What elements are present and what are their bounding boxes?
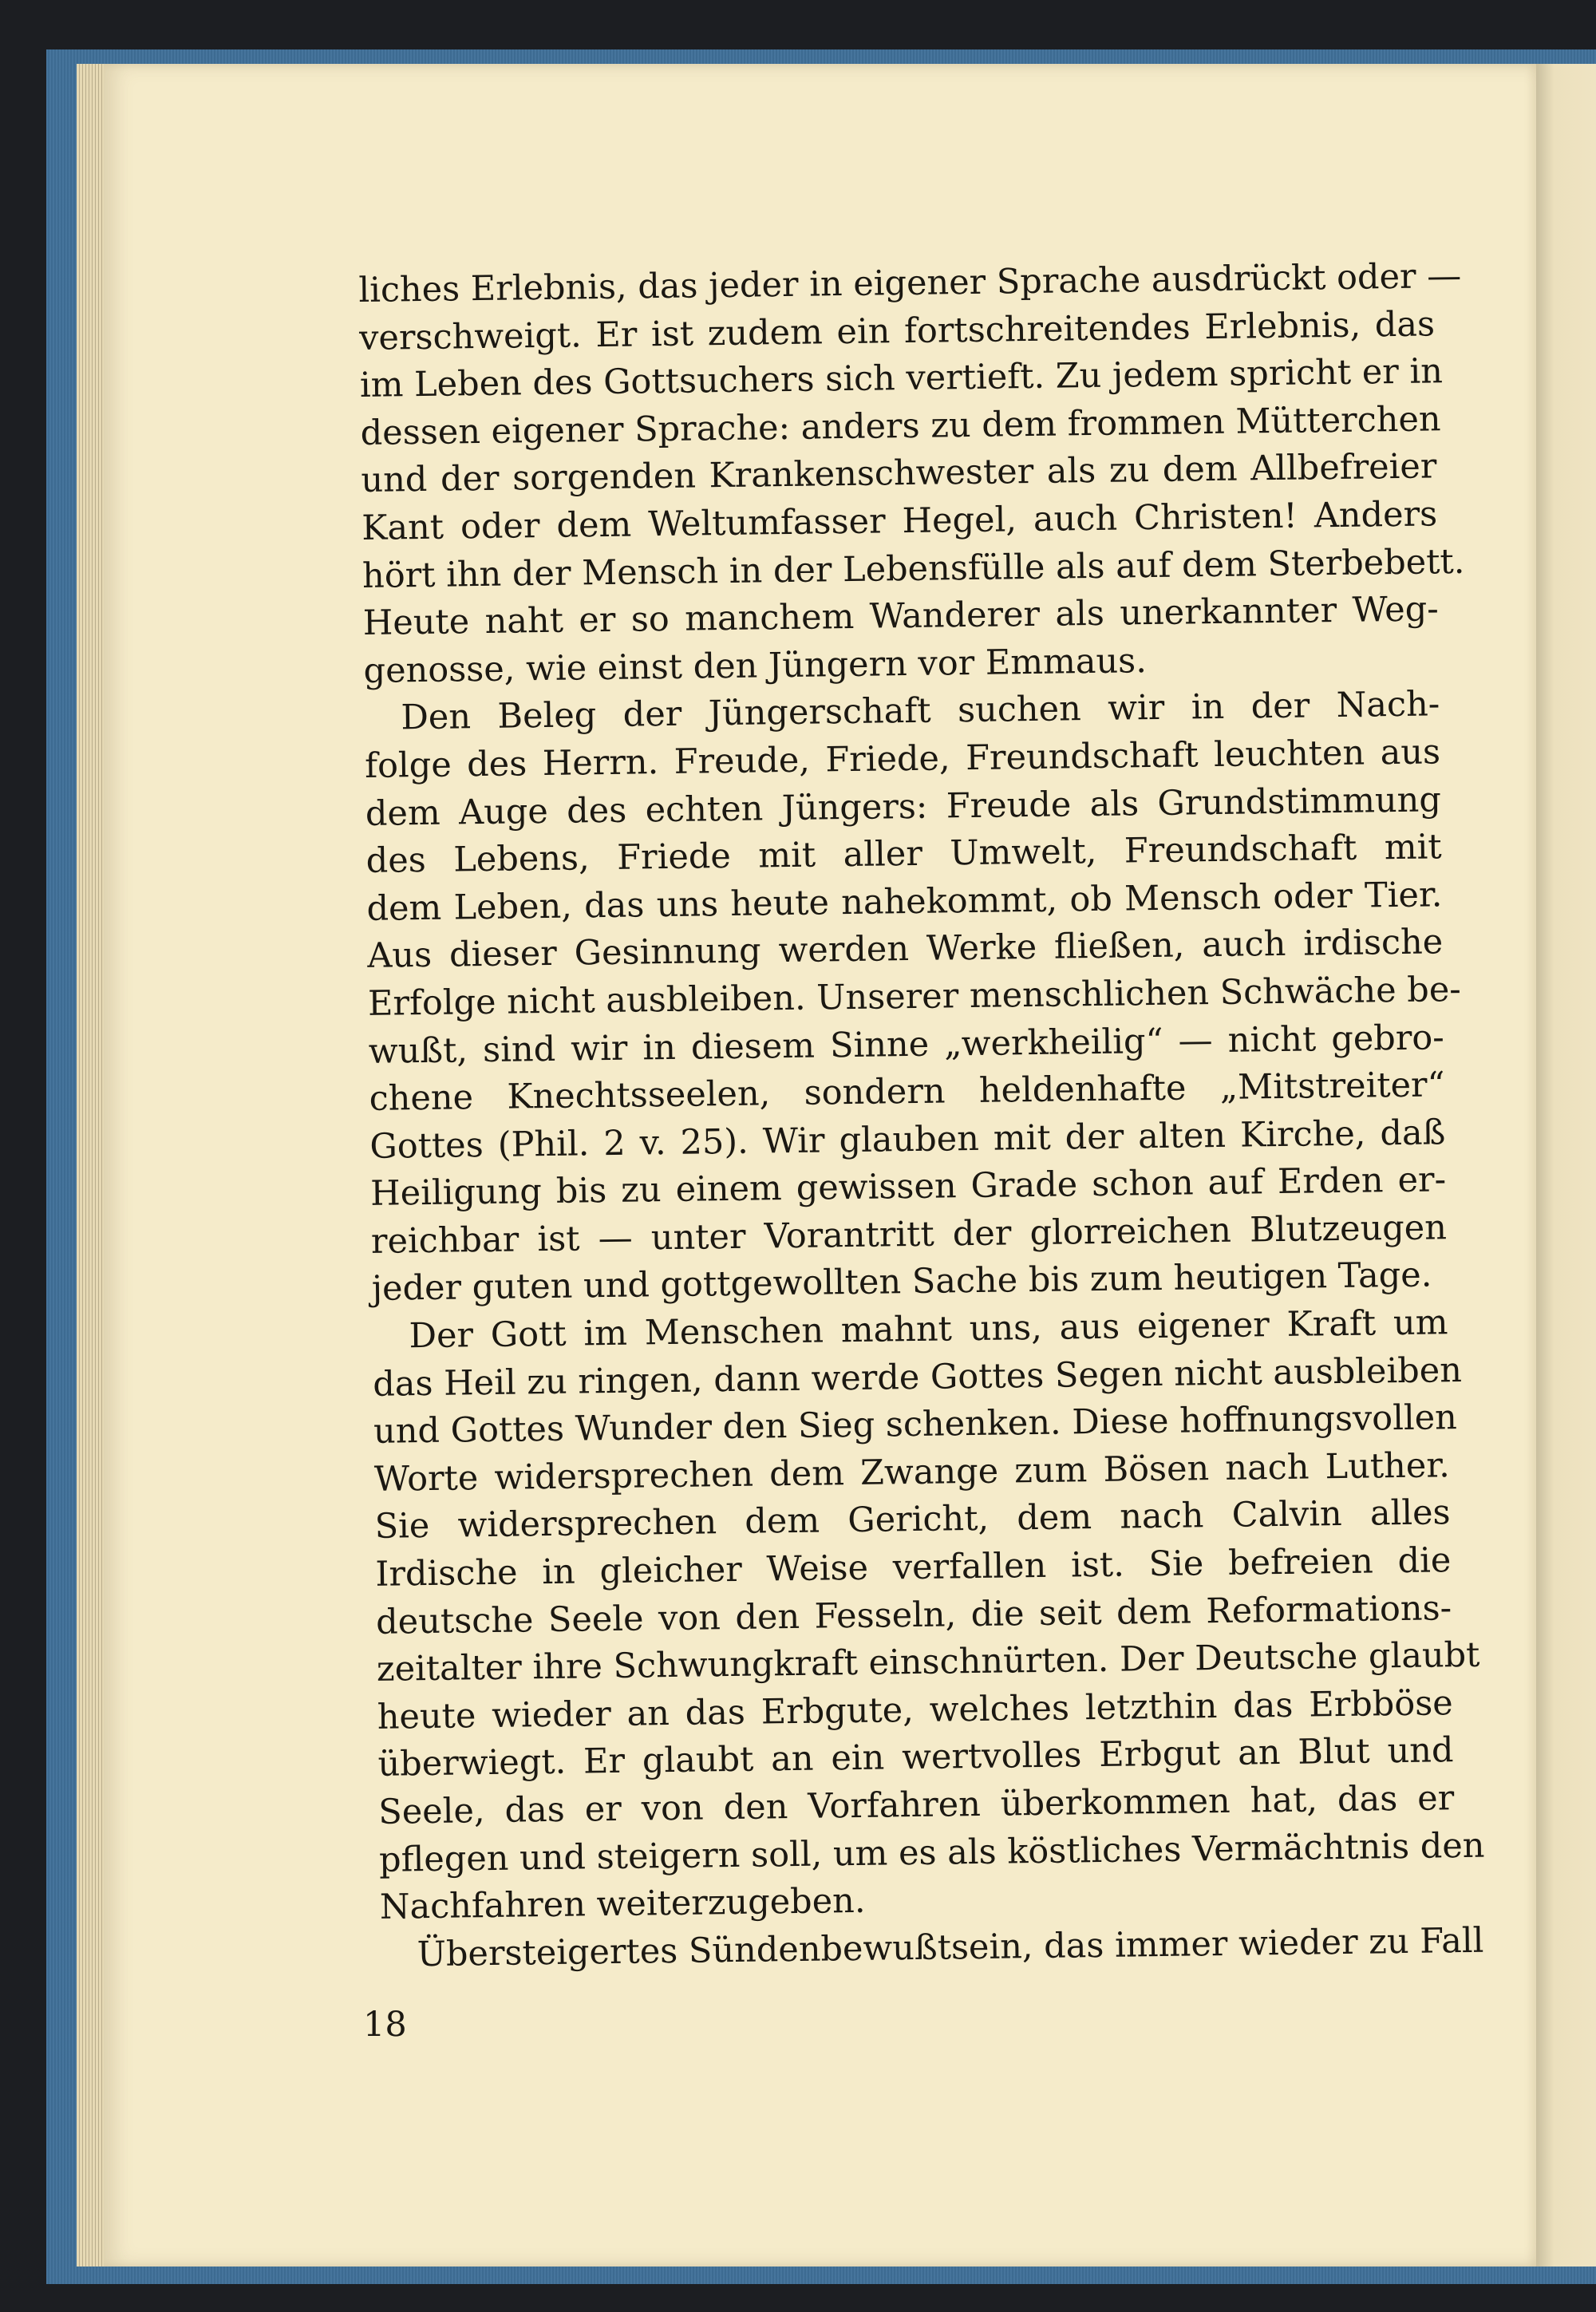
next-page-edge [1536,64,1596,2267]
text-line: Heiligung bis zu einem gewissen Grade schon auf Erden er- [369,1160,1447,1215]
text-line: Heute naht er so manchem Wanderer als unerkannter Weg- [362,589,1440,644]
text-line: reichbar ist — unter Vorantritt der glorreichen Blutzeugen [370,1207,1448,1262]
text-line: im Leben des Gottsuchers sich vertieft. Zu jedem spricht er in [359,351,1444,406]
text-line: Seele, das er von den Vorfahren überkommen hat, das er [378,1778,1455,1832]
text-line: und Gottes Wunder den Sieg schenken. Diese hoffnungsvollen [373,1397,1458,1452]
text-line: dessen eigener Sprache: anders zu dem frommen Mütterchen [360,399,1441,453]
text-line: Aus dieser Gesinnung werden Werke fließen, auch irdische [366,922,1444,977]
text-line: Irdische in gleicher Weise verfallen ist. Sie befreien die [375,1540,1452,1595]
text-line: chene Knechtsseelen, sondern heldenhafte „Mitstreiter“ [369,1065,1445,1120]
text-line: überwiegt. Er glaubt an ein wertvolles Erbgut an Blut und [377,1730,1454,1785]
body-text [358,253,1485,1979]
text-line: und der sorgenden Krankenschwester als zu dem Allbefreier [361,446,1437,501]
text-line: Sie widersprechen dem Gericht, dem nach Calvin alles [374,1492,1451,1547]
text-line: heute wieder an das Erbgute, welches letzthin das Erbböse [377,1683,1453,1737]
text-line: hört ihn der Mensch in der Lebensfülle als auf dem Sterbebett. [361,541,1465,596]
text-line: dem Leben, das uns heute nahekommt, ob Mensch oder Tier. [366,875,1443,929]
text-line: Erfolge nicht ausbleiben. Unserer menschlichen Schwäche be- [367,969,1462,1024]
text-line: Übersteigertes Sündenbewußtsein, das immer wieder zu Fall [417,1920,1484,1974]
text-line: Worte widersprechen dem Zwange zum Bösen nach Luther. [373,1445,1451,1500]
text-line: liches Erlebnis, das jeder in eigener Sprache ausdrückt oder — [358,255,1462,310]
text-line: Den Beleg der Jüngerschaft suchen wir in der Nach- [401,684,1440,738]
text-line: verschweigt. Er ist zudem ein fortschreitendes Erlebnis, das [358,303,1436,358]
text-line: genosse, wie einst den Jüngern vor Emmaus. [363,640,1148,691]
text-line: Der Gott im Menschen mahnt uns, aus eigener Kraft um [409,1302,1448,1357]
text-line: jeder guten und gottgewollten Sache bis zum heutigen Tage. [371,1255,1432,1310]
page-number: 18 [363,2005,407,2045]
text-line: pflegen und steigern soll, um es als köstliches Vermächtnis den [378,1825,1485,1880]
text-line: dem Auge des echten Jüngers: Freude als Grundstimmung [365,779,1442,834]
text-line: Kant oder dem Weltumfasser Hegel, auch Christen! Anders [361,494,1438,548]
text-line: wußt, sind wir in diesem Sinne „werkheilig“ — nicht gebro- [368,1017,1445,1072]
text-line: deutsche Seele von den Fesseln, die seit dem Reformations- [375,1587,1452,1642]
text-line: des Lebens, Friede mit aller Umwelt, Freundschaft mit [365,827,1442,882]
text-line: folge des Herrn. Freude, Friede, Freundschaft leuchten aus [364,732,1441,786]
text-line: das Heil zu ringen, dann werde Gottes Segen nicht ausbleiben [372,1350,1463,1405]
text-line: Nachfahren weiterzugeben. [379,1881,866,1928]
text-line: Gottes (Phil. 2 v. 25). Wir glauben mit der alten Kirche, daß [369,1112,1446,1167]
text-line: zeitalter ihre Schwungkraft einschnürten. Der Deutsche glaubt [376,1634,1480,1690]
